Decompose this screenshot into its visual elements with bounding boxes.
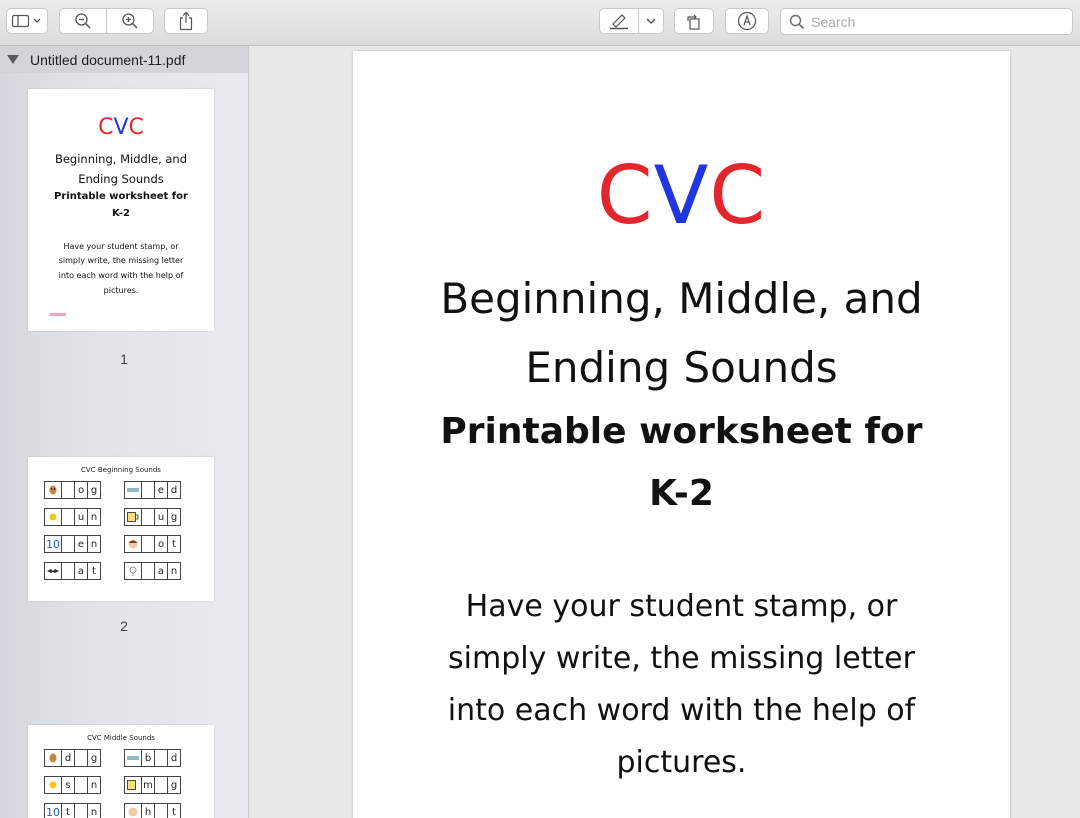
thumb2-row-1-right: e d bbox=[125, 481, 181, 499]
thumb-line1: Beginning, Middle, and bbox=[54, 152, 188, 166]
thumbnail-sidebar bbox=[0, 46, 249, 818]
thumb-body1: Have your student stamp, or bbox=[63, 242, 179, 251]
thumb2-row-4-right: a n bbox=[125, 562, 181, 580]
page-thumbnail-2[interactable] bbox=[28, 457, 214, 601]
markup-circle-icon bbox=[737, 11, 757, 31]
sun-icon bbox=[44, 508, 62, 526]
share-button[interactable] bbox=[164, 8, 208, 34]
body-line3: into each word with the help of bbox=[447, 693, 916, 728]
subtitle-line1: Beginning, Middle, and bbox=[440, 274, 923, 323]
dog-icon bbox=[44, 749, 62, 767]
thumb-bold2: K-2 bbox=[112, 208, 130, 219]
disclosure-triangle-icon[interactable] bbox=[7, 55, 19, 64]
page-number-1: 1 bbox=[120, 351, 128, 367]
zoom-out-button[interactable] bbox=[59, 8, 107, 34]
search-icon bbox=[789, 14, 805, 30]
search-input[interactable] bbox=[811, 14, 1061, 30]
mug-icon bbox=[124, 508, 142, 526]
page-number-2: 2 bbox=[120, 618, 128, 634]
thumb3-row-1-right: b d bbox=[125, 749, 181, 767]
bed-icon bbox=[124, 481, 142, 499]
document-header[interactable] bbox=[0, 46, 248, 73]
markup-highlight-button[interactable] bbox=[599, 8, 639, 34]
pen-icon bbox=[608, 12, 630, 30]
sidebar-icon bbox=[11, 13, 43, 29]
thumb2-row-4-left: a t bbox=[45, 562, 101, 580]
thumb3-title: CVC Middle Sounds bbox=[87, 734, 155, 742]
thumb2-row-3-right: o t bbox=[125, 535, 181, 553]
document-title: Untitled document-11.pdf bbox=[30, 51, 186, 68]
thumb-cvc-title: CVC bbox=[98, 115, 144, 140]
ten-label: 10 bbox=[44, 535, 62, 553]
bat-icon bbox=[44, 562, 62, 580]
sun-icon bbox=[44, 776, 62, 794]
cvc-title: CVC bbox=[596, 149, 767, 242]
thumb3-row-3-left: 10 t n bbox=[45, 803, 101, 818]
thumb2-row-1-left: o g bbox=[45, 481, 101, 499]
thumb-bold1: Printable worksheet for bbox=[54, 191, 188, 202]
toolbar bbox=[0, 0, 1080, 46]
sidebar-toggle-button[interactable] bbox=[6, 8, 48, 34]
bold-line1: Printable worksheet for bbox=[440, 411, 923, 452]
dog-icon bbox=[44, 481, 62, 499]
thumb-body2: simply write, the missing letter bbox=[58, 256, 184, 265]
zoom-out-icon bbox=[74, 12, 92, 30]
rotate-button[interactable] bbox=[674, 8, 714, 34]
bold-line2: K-2 bbox=[649, 473, 714, 514]
share-icon bbox=[178, 11, 194, 31]
document-page bbox=[353, 51, 1010, 818]
markup-menu-button[interactable] bbox=[638, 8, 664, 34]
ten-label: 10 bbox=[44, 803, 62, 818]
thumb-footer-mark bbox=[50, 313, 66, 316]
face-icon bbox=[124, 803, 142, 818]
face-icon bbox=[124, 535, 142, 553]
thumb3-row-3-right: h t bbox=[125, 803, 181, 818]
body-line1: Have your student stamp, or bbox=[465, 589, 898, 624]
thumb2-row-3-left: 10 e n bbox=[45, 535, 101, 553]
thumb-body4: pictures. bbox=[103, 286, 139, 295]
mug-icon bbox=[124, 776, 142, 794]
bed-icon bbox=[124, 749, 142, 767]
thumb-body3: into each word with the help of bbox=[58, 271, 184, 280]
document-view[interactable] bbox=[249, 46, 1080, 818]
search-field[interactable] bbox=[780, 8, 1073, 35]
fan-icon bbox=[124, 562, 142, 580]
thumb-line2: Ending Sounds bbox=[78, 172, 164, 186]
page-thumbnail-3[interactable] bbox=[28, 725, 214, 818]
chevron-down-icon bbox=[646, 17, 656, 25]
thumb2-row-2-left: u n bbox=[45, 508, 101, 526]
markup-toolbar-button[interactable] bbox=[725, 8, 769, 34]
zoom-in-button[interactable] bbox=[106, 8, 154, 34]
thumb3-row-2-right: m g bbox=[125, 776, 181, 794]
thumb2-title: CVC Beginning Sounds bbox=[81, 466, 161, 474]
thumb2-row-2-right: u g bbox=[125, 508, 181, 526]
body-line2: simply write, the missing letter bbox=[448, 641, 915, 676]
zoom-in-icon bbox=[121, 12, 139, 30]
subtitle-line2: Ending Sounds bbox=[525, 343, 838, 392]
thumb3-row-2-left: s n bbox=[45, 776, 101, 794]
body-line4: pictures. bbox=[616, 745, 747, 780]
rotate-icon bbox=[685, 12, 703, 30]
thumb3-row-1-left: d g bbox=[45, 749, 101, 767]
page-thumbnail-1[interactable] bbox=[28, 89, 214, 331]
